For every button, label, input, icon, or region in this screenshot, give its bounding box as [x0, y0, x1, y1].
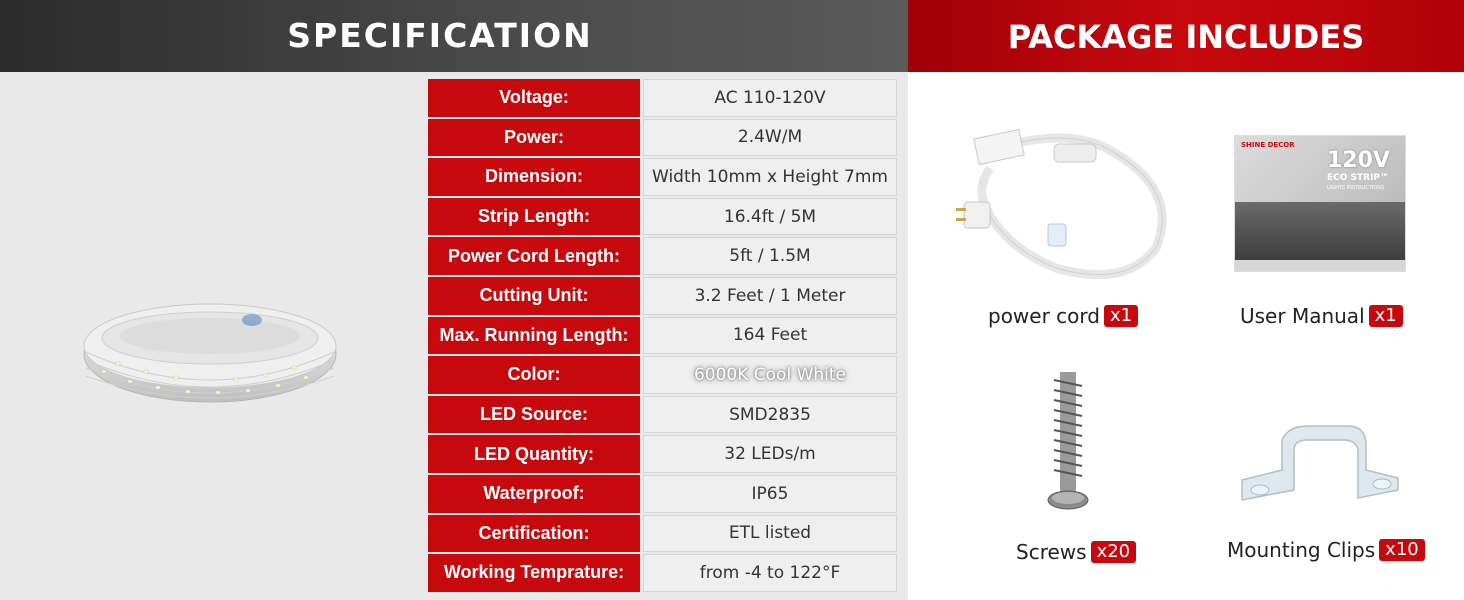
spec-label: Color: — [428, 356, 640, 394]
spec-row-led-quantity — [428, 435, 898, 475]
spec-label: Working Temprature: — [428, 554, 640, 592]
spec-value: 16.4ft / 5M — [643, 198, 897, 236]
spec-value: 3.2 Feet / 1 Meter — [643, 277, 897, 315]
spec-label: Power: — [428, 119, 640, 157]
specification-title: SPECIFICATION — [287, 16, 593, 55]
package-header — [908, 0, 1464, 72]
specification-table — [428, 79, 898, 594]
spec-row-dimension — [428, 158, 898, 198]
quantity-badge: x1 — [1369, 305, 1403, 327]
manual-cover-footer — [1235, 260, 1406, 272]
spec-value: SMD2835 — [643, 396, 897, 434]
manual-voltage: 120V — [1327, 148, 1390, 173]
package-item-user-manual — [1240, 304, 1403, 328]
spec-label: Certification: — [428, 515, 640, 553]
item-name: power cord — [988, 304, 1100, 328]
spec-value: from -4 to 122°F — [643, 554, 897, 592]
spec-value: AC 110-120V — [643, 79, 897, 117]
item-name: Screws — [1016, 540, 1087, 564]
spec-row-strip-length — [428, 198, 898, 238]
item-name: User Manual — [1240, 304, 1365, 328]
spec-label: LED Source: — [428, 396, 640, 434]
spec-label: Waterproof: — [428, 475, 640, 513]
spec-row-certification — [428, 515, 898, 555]
spec-label: Voltage: — [428, 79, 640, 117]
spec-row-power-cord-length — [428, 237, 898, 277]
manual-product: ECO STRIP™ — [1327, 173, 1390, 183]
spec-row-power — [428, 119, 898, 159]
spec-row-waterproof — [428, 475, 898, 515]
spec-label: Dimension: — [428, 158, 640, 196]
package-item-mounting-clips — [1227, 538, 1425, 562]
package-title: PACKAGE INCLUDES — [1007, 18, 1365, 56]
spec-row-working-temperature — [428, 554, 898, 594]
spec-label: Cutting Unit: — [428, 277, 640, 315]
package-item-screws — [1016, 540, 1136, 564]
quantity-badge: x20 — [1091, 541, 1137, 563]
spec-row-voltage — [428, 79, 898, 119]
manual-room-photo — [1235, 202, 1406, 260]
package-item-power-cord — [988, 304, 1138, 328]
mounting-clip-image — [1238, 420, 1402, 506]
spec-value: 6000K Cool White — [643, 356, 897, 394]
spec-row-led-source — [428, 396, 898, 436]
spec-value: 5ft / 1.5M — [643, 237, 897, 275]
spec-label: LED Quantity: — [428, 435, 640, 473]
screw-image — [1046, 372, 1090, 512]
spec-label: Max. Running Length: — [428, 317, 640, 355]
spec-value: 164 Feet — [643, 317, 897, 355]
spec-label: Strip Length: — [428, 198, 640, 236]
spec-label: Power Cord Length: — [428, 237, 640, 275]
quantity-badge: x1 — [1104, 305, 1138, 327]
manual-subtitle: LIGHTS INSTRUCTIONS — [1327, 185, 1385, 191]
manual-brand-logo: SHINE DECOR — [1241, 141, 1295, 149]
spec-value: Width 10mm x Height 7mm — [643, 158, 897, 196]
user-manual-image — [1234, 135, 1406, 272]
spec-value: IP65 — [643, 475, 897, 513]
quantity-badge: x10 — [1379, 539, 1425, 561]
led-strip-coil-image — [82, 290, 338, 410]
specification-header — [0, 0, 908, 72]
package-panel — [908, 0, 1464, 600]
manual-cover-top — [1235, 136, 1406, 202]
spec-row-max-running-length — [428, 317, 898, 357]
item-name: Mounting Clips — [1227, 538, 1376, 562]
spec-value: 32 LEDs/m — [643, 435, 897, 473]
power-cord-image — [956, 128, 1174, 283]
spec-value: ETL listed — [643, 515, 897, 553]
spec-row-cutting-unit — [428, 277, 898, 317]
spec-value: 2.4W/M — [643, 119, 897, 157]
spec-row-color — [428, 356, 898, 396]
